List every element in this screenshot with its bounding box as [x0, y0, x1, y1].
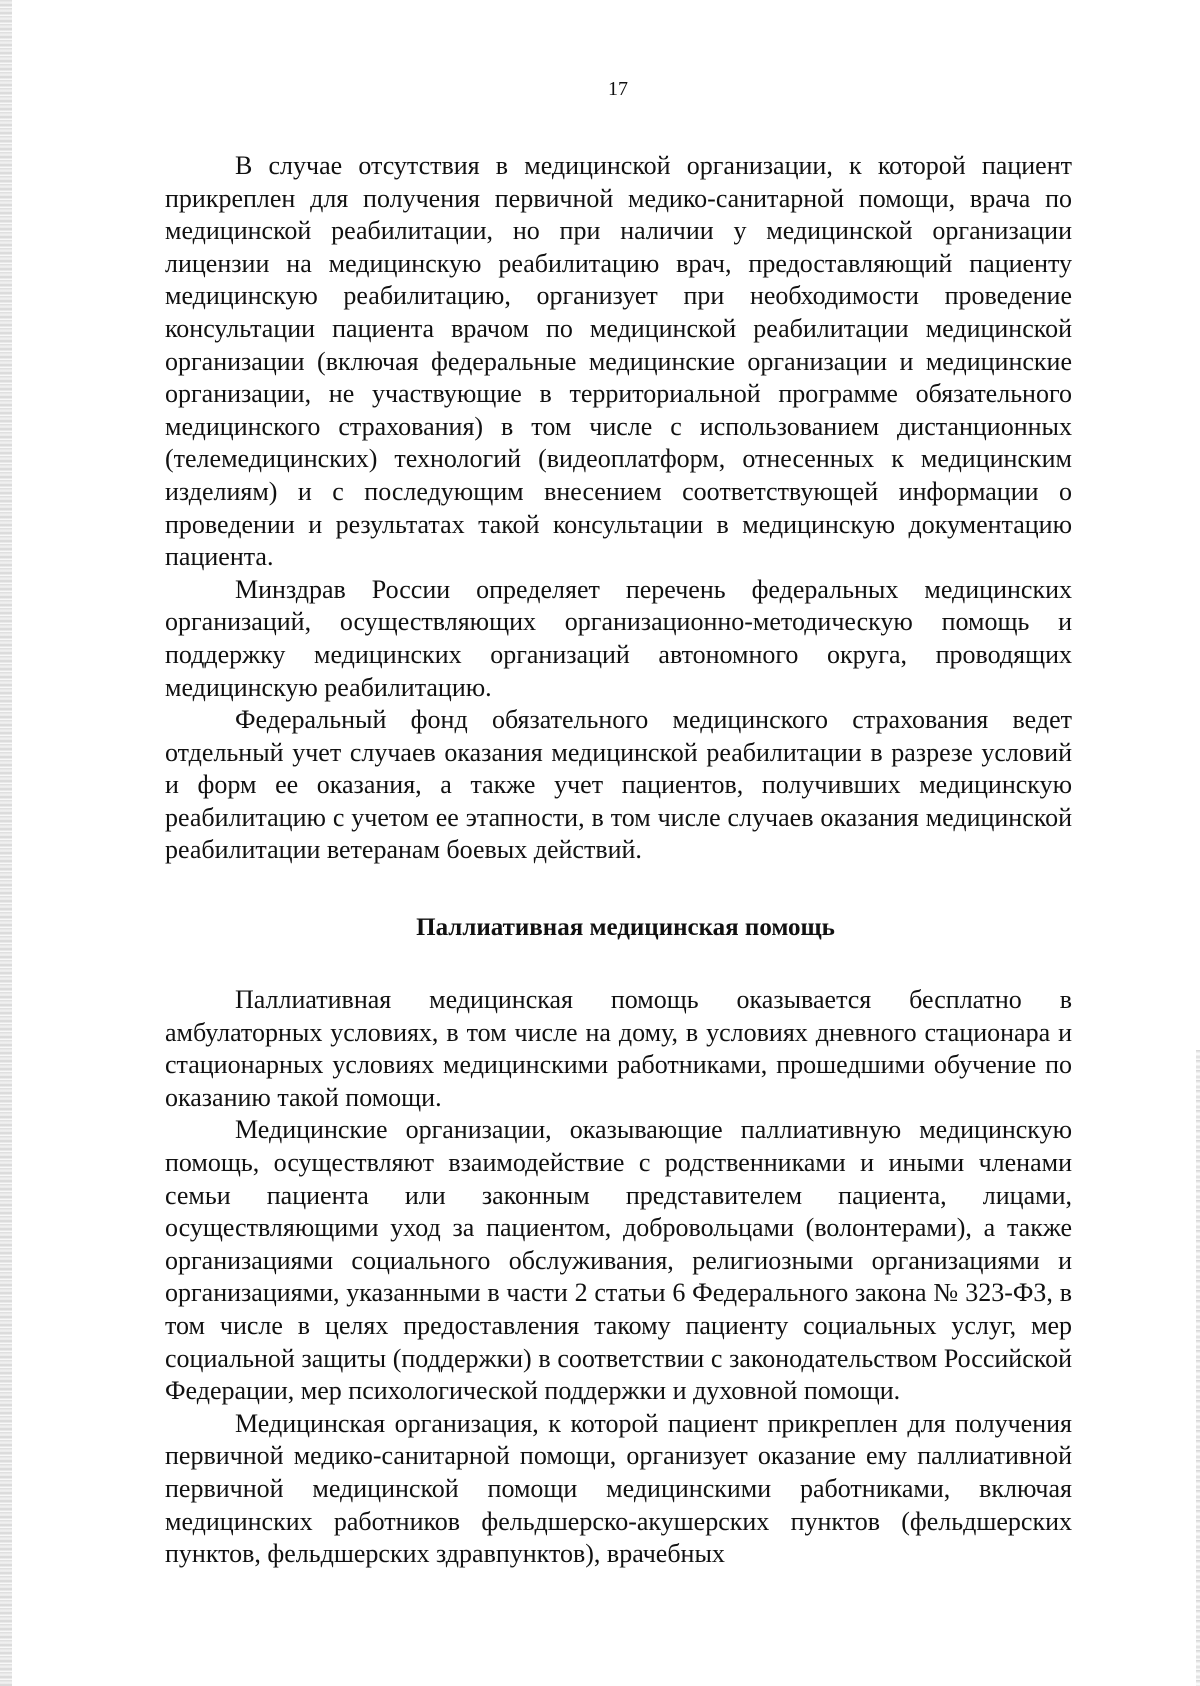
page-number: 17: [608, 78, 628, 100]
document-body: [165, 150, 1072, 1571]
paragraph-rehab-consultation: В случае отсутствия в медицинской организации, к которой пациент прикреплен для получения первичной медико-санитарной помощи, врача по медицинской реабилитации, но при наличии у медицинской организации лицензии на медицинскую реабилитацию врач, предоставляющий пациенту медицинскую реабилитацию, организует при необходимости проведение консультации пациента врачом по медицинской реабилитации медицинской организации (включая федеральные медицинские организации и медицинские организации, не участвующие в территориальной программе обязательного медицинского страхования) в том числе с использованием дистанционных (телемедицинских) технологий (видеоплатформ, отнесенных к медицинским изделиям) и с последующим внесением соответствующей информации о проведении и результатах такой консультации в медицинскую документацию пациента.: [165, 151, 1072, 572]
paragraph-palliative-free: Паллиативная медицинская помощь оказывается бесплатно в амбулаторных условиях, в том числе на дому, в условиях дневного стационара и стационарных условиях медицинскими работниками, прошедшими обучение по оказанию такой помощи.: [165, 985, 1072, 1112]
section-heading-palliative: Паллиативная медицинская помощь: [416, 914, 835, 942]
paragraph-palliative-primary-care: Медицинская организация, к которой пациент прикреплен для получения первичной медико-санитарной помощи, организует оказание ему паллиативной первичной медицинской помощи медицинскими работниками, включая медицинских работников фельдшерско-акушерских пунктов (фельдшерских пунктов, фельдшерских здравпунктов), врачебных: [165, 1408, 1072, 1569]
scan-edge-right: [1196, 1050, 1200, 1686]
scan-edge-left: [0, 0, 12, 1686]
paragraph-rehab-ffoms: Федеральный фонд обязательного медицинского страхования ведет отдельный учет случаев оказания медицинской реабилитации в разрезе условий и форм ее оказания, а также учет пациентов, получивших медицинскую реабилитацию с учетом ее этапности, в том числе случаев оказания медицинской реабилитации ветеранам боевых действий.: [165, 705, 1072, 865]
paragraph-rehab-minzdrav: Минздрав России определяет перечень федеральных медицинских организаций, осуществляющих организационно-методическую помощь и поддержку медицинских организаций автономного округа, проводящих медицинскую реабилитацию.: [165, 574, 1072, 702]
paragraph-palliative-interaction: Медицинские организации, оказывающие паллиативную медицинскую помощь, осуществляют взаимодействие с родственниками и иными членами семьи пациента или законным представителем пациента, лицами, осуществляющими уход за пациентом, добровольцами (волонтерами), а также организациями социального обслуживания, религиозными организациями и организациями, указанными в части 2 статьи 6 Федерального закона № 323-ФЗ, в том числе в целях предоставления такому пациенту социальных услуг, мер социальной защиты (поддержки) в соответствии с законодательством Российской Федерации, мер психологической поддержки и духовной помощи.: [165, 1115, 1072, 1406]
